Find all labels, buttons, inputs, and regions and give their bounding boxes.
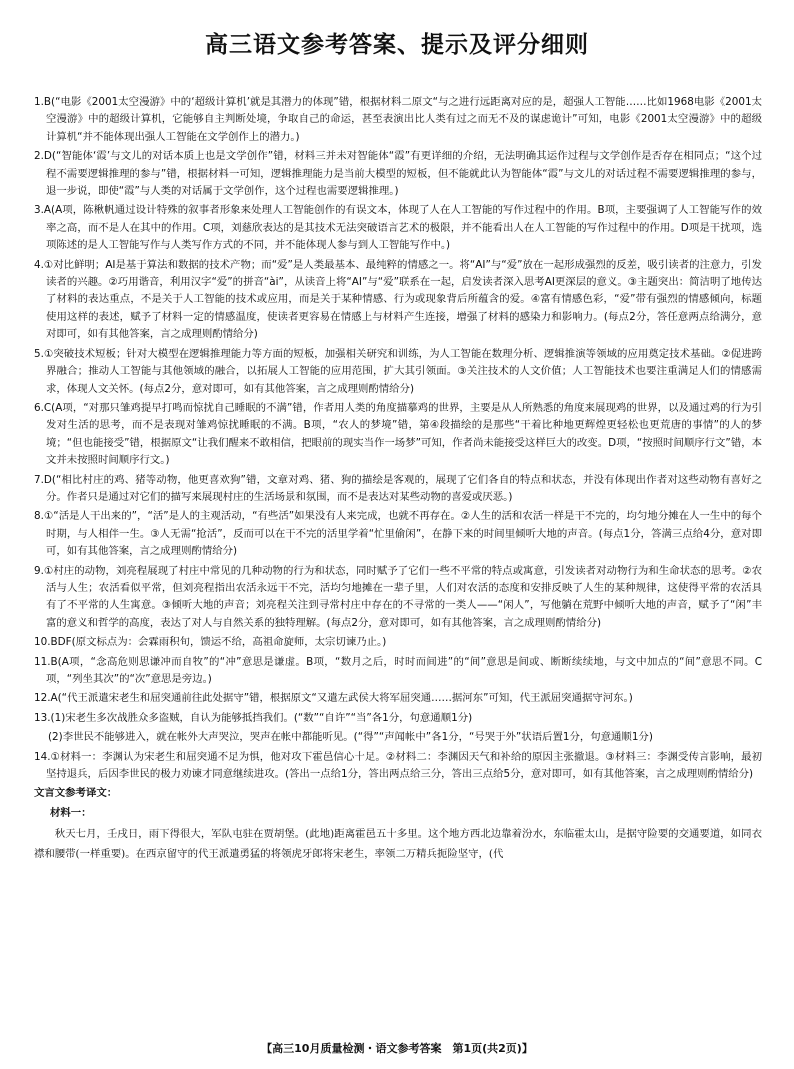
answer-item-8: 8.①“活是人干出来的”，“活”是人的主观活动，“有些活”如果没有人来完成，也就不再存在。②人生的活和农活一样是干不完的，均匀地分摊在人一生中的每个时期，与人相伴一生。③人无需“抢活”，反而可以在干不完的活里学着“忙里偷闲”，在静下来的时间里倾听大地的声音。(每点1分，答满三点给4分，意对即可，如有其他答案，言之成理则酌情给分) xyxy=(34,510,762,558)
answer-item-6: 6.C(A项，“对那只雏鸡提早打鸣而惊扰自己睡眠的不满”错，作者用人类的角度描摹鸡的世界，主要是从人所熟悉的角度来展现鸡的世界，以及通过鸡的行为引发对生活的思考，而不是表现对雏鸡惊扰睡眠的不满。B项，“农人的梦境”错，第④段描绘的是那些“干着比种地更辉煌更轻松也更荒唐的事情”的人的梦境；“但也能接受”错，根据原文“让我们醒来不敢相信，把眼前的现实当作一场梦”可知，作者尚未能接受这样巨大的改变。D项，“按照时间顺序行文”错，本文并未按照时间顺序行文。) xyxy=(34,401,762,467)
translation-subheading: 材料一： xyxy=(50,806,92,819)
page-footer: 【高三10月质量检测・语文参考答案 第1页(共2页)】 xyxy=(261,1042,533,1055)
answer-item-2: 2.D(“智能体‘霞’与文儿的对话本质上也是文学创作”错，材料三并未对智能体“霞”有更详细的介绍，无法明确其运作过程与文学创作是否存在相同点；“这个过程不需要逻辑推理的参与”错，根据材料一可知，逻辑推理能力是当前大模型的短板，但不能就此认为智能体“霞”与文儿的对话过程不需要逻辑推理的参与，退一步说，即使“霞”与人类的对话属于文学创作，这个过程也需要逻辑推理。) xyxy=(34,150,762,198)
answer-item-4: 4.①对比鲜明；AI是基于算法和数据的技术产物；而“爱”是人类最基本、最纯粹的情感之一。将“AI”与“爱”放在一起形成强烈的反差，吸引读者的注意力，引发读者的兴趣。②巧用谐音，利用汉字“爱”的拼音“ài”，从读音上将“AI”与“爱”联系在一起，启发读者深入思考AI更深层的意义。③主题突出：简洁明了地传达了材料的表达重点，不是关于人工智能的技术或应用，而是关于某种情感、行为或现象背后所蕴含的爱。④富有情感色彩，“爱”带有强烈的情感倾向，标题使用这样的表述，赋予了材料一定的情感温度，使读者更容易在情感上与材料产生连接，增强了材料的感染力和影响力。(每点2分，答任意两点给满分，意对即可，如有其他答案，言之成理则酌情给分) xyxy=(34,258,762,341)
answer-item-11: 11.B(A项，“念高危则思谦冲而自牧”的“冲”意思是谦虚。B项，“数月之后，时时而间进”的“间”意思是间或、断断续续地，与文中加点的“间”意思不同。C项，“列坐其次”的“次”意思是旁边。) xyxy=(34,655,762,685)
answer-item-12: 12.A(“代王派遣宋老生和屈突通前往此处据守”错，根据原文“又遣左武侯大将军屈突通……据河东”可知，代王派屈突通据守河东。) xyxy=(34,692,633,705)
translation-text: 秋天七月，壬戌日，雨下得很大，军队屯驻在贾胡堡。(此地)距离霍邑五十多里。这个地方西北边靠着汾水，东临霍太山，是据守险要的交通要道，如同衣襟和腰带(一样重要)。在西京留守的代王派遣勇猛的将领虎牙郎将宋老生，率领二万精兵扼险坚守，(代 xyxy=(34,828,762,861)
answer-item-14: 14.①材料一：李渊认为宋老生和屈突通不足为惧，他对攻下霍邑信心十足。②材料二：李渊因天气和补给的原因主张撤退。③材料三：李渊受传言影响，最初坚持退兵，后因李世民的极力劝谏才同意继续进攻。(答出一点给1分，答出两点给三分，答出三点给5分，意对即可，如有其他答案，言之成理则酌情给分) xyxy=(34,750,762,781)
answer-item-13-part-1: 13.(1)宋老生多次战胜众多盗贼，自认为能够抵挡我们。(“数”“自许”“当”各1分，句意通顺1分) xyxy=(34,711,473,724)
page-title: 高三语文参考答案、提示及评分细则 xyxy=(205,32,589,58)
answer-item-5: 5.①突破技术短板；针对大模型在逻辑推理能力等方面的短板，加强相关研究和训练，为人工智能在数理分析、逻辑推演等领域的应用奠定技术基础。②促进跨界融合；推动人工智能与其他领域的融合，以拓展人工智能的应用范围，扩大其引领面。③关注技术的人文价值；人工智能技术也要注重满足人们的情感需求，体现人文关怀。(每点2分，意对即可，如有其他答案，言之成理则酌情给分) xyxy=(34,347,762,395)
translation-heading: 文言文参考译文： xyxy=(34,787,118,800)
answer-item-7: 7.D(“相比村庄的鸡、猪等动物，他更喜欢狗”错，文章对鸡、猪、狗的描绘是客观的，展现了它们各自的特点和状态，并没有体现出作者对这些动物有喜好之分。作者只是通过对它们的描写来展现村庄的生活场景和氛围，而不是表达对某些动物的喜爱或厌恶。) xyxy=(34,473,762,503)
answer-item-9: 9.①村庄的动物，刘亮程展现了村庄中常见的几种动物的行为和状态，同时赋予了它们一些不平常的特点或寓意，引发读者对动物行为和生命状态的思考。②农活与人生；农活看似平常，但刘亮程指出农活永远干不完，活均匀地摊在一辈子里，人们对农活的态度和安排反映了人生的某种规律，这使得平常的农活具有了不平常的人生寓意。③倾听大地的声音；刘亮程关注到寻常村庄中存在的不寻常的一类人——“闲人”，写他躺在荒野中倾听大地的声音，赋予了“闲”丰富的意义和哲学的高度，表达了对人与自然关系的独特理解。(每点2分，意对即可，如有其他答案，言之成理则酌情给分) xyxy=(34,564,762,629)
answer-item-10: 10.BDF(原文标点为：会霖雨积旬，馈运不给，高祖命旋师，太宗切谏乃止。) xyxy=(34,636,387,649)
answer-item-1: 1.B(“电影《2001太空漫游》中的‘超级计算机’就是其潜力的体现”错，根据材料二原文“与之进行远距离对应的是，超强人工智能……比如1968电影《2001太空漫游》中的超级计算机，它能够自主判断处境，争取自己的命运，甚至表演出比人类有过之而无不及的谋虑诡计”可知，电影《2001太空漫游》中的超级计算机“并不能体现出强人工智能在文学创作上的潜力。) xyxy=(34,96,762,143)
answer-content xyxy=(34,94,762,864)
answer-item-3: 3.A(A项，陈楸帆通过设计特殊的叙事者形象来处理人工智能创作的有误文本，体现了人在人工智能的写作过程中的作用。B项，主要强调了人工智能写作的效率之高，而不是人在其中的作用。C项，刘慈欣表达的是其技术无法突破语言艺术的极限，并不能看出人在人工智能的写作过程中的作用。D项是干扰项，选项陈述的是人工智能写作与人类写作方式的不同，并不能体现人参与到人工智能写作中。) xyxy=(34,204,762,252)
answer-item-13-part-2: (2)李世民不能够进入，就在帐外大声哭泣，哭声在帐中都能听见。(“得”“声闻帐中”各1分，“号哭于外”状语后置1分，句意通顺1分) xyxy=(48,731,653,744)
